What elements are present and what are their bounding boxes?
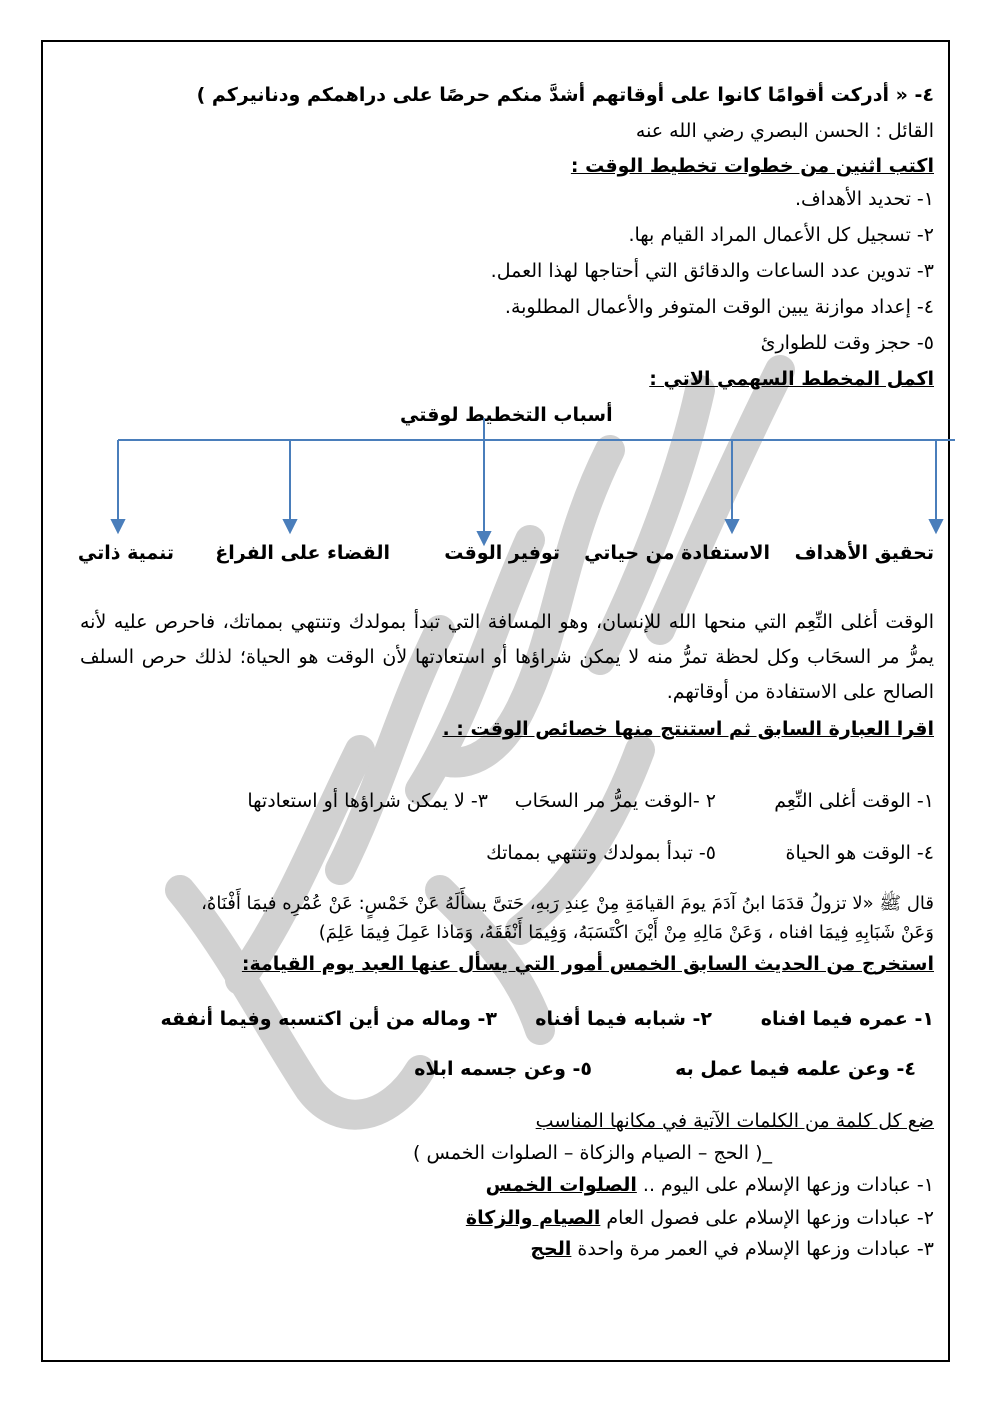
diagram-leaf-self-dev: تنمية ذاتي	[77, 542, 174, 564]
planning-step-2: ٢- تسجيل كل الأعمال المراد القيام بها.	[628, 224, 934, 246]
hadith-answer-2: ٢- شبابه فيما أفناه	[535, 1008, 712, 1030]
diagram-leaf-save-time: توفير الوقت	[444, 542, 560, 564]
diagram-leaf-goals: تحقيق الأهداف	[794, 542, 934, 564]
planning-step-3: ٣- تدوين عدد الساعات والدقائق التي أحتاجها لهذا العمل.	[490, 260, 934, 282]
diagram-leaf-free-time: القضاء على الفراغ	[215, 542, 390, 564]
hadith-answer-1: ١- عمره فيما افناه	[760, 1008, 934, 1030]
passage-answer-3: ٣- لا يمكن شراؤها أو استعادتها	[247, 790, 488, 812]
hadith-answer-5: ٥- وعن جسمه ابلاه	[414, 1058, 592, 1080]
planning-step-4: ٤- إعداد موازنة يبين الوقت المتوفر والأعمال المطلوبة.	[504, 296, 934, 318]
arrow-head-1	[112, 520, 124, 532]
placement-item-3	[530, 1238, 934, 1260]
quote-number: ٤-	[914, 84, 934, 106]
planning-step-1: ١- تحديد الأهداف.	[794, 188, 934, 210]
placement-prompt-1: ١- عبادات وزعها الإسلام على اليوم ..	[642, 1174, 934, 1196]
hadith-line-2: وَعَنْ شَبَابِهِ فِيمَا افناه ، وَعَنْ مَالِهِ مِنْ أَيْنَ اكْتَسَبَهُ، وَفِيمَا أَنْفَقَهُ، وَمَاذا عَمِلَ فِيمَا عَلِمَ)	[318, 922, 934, 943]
placement-prompt-3: ٣- عبادات وزعها الإسلام في العمر مرة واحدة	[577, 1238, 934, 1260]
arrow-diagram	[0, 0, 992, 560]
passage-answer-1: ١- الوقت أغلى النِّعِم	[774, 790, 934, 812]
placement-answer-3: الحج	[530, 1238, 572, 1260]
placement-heading: ضع كل كلمة من الكلمات الآتية في مكانها المناسب	[535, 1110, 934, 1132]
planning-heading: اكتب اثنين من خطوات تخطيط الوقت :	[570, 155, 934, 177]
arrow-head-4	[726, 520, 738, 532]
diagram-leaf-life: الاستفادة من حياتي	[584, 542, 770, 564]
hadith-line-1: قال ﷺ «لا تزولُ قدَمَا ابنُ آدَمَ يومَ القيامَةِ مِنْ عِندِ رَبهِ، حَتىَّ يسأَلَهُ عَنْ خَمْسٍ: عَنْ عُمْرِه فيمَا أَفْنَاهُ،	[201, 893, 934, 914]
passage-answer-4: ٤- الوقت هو الحياة	[785, 842, 934, 864]
passage-answer-2: ٢ -الوقت يمرُّ مر السحَاب	[514, 790, 716, 812]
passage-question: اقرا العبارة السابق ثم استنتج منها خصائص الوقت : .	[442, 718, 934, 740]
hadith-answer-4: ٤- وعن علمه فيما عمل به	[675, 1058, 916, 1080]
diagram-heading: اكمل المخطط السهمي الاتي :	[649, 368, 934, 390]
placement-item-2	[466, 1207, 934, 1229]
arrow-head-5	[930, 520, 942, 532]
placement-answer-2: الصيام والزكاة	[465, 1207, 601, 1229]
quote-text: « أدركت أقوامًا كانوا على أوقاتهم أشدَّ منكم حرصًا على دراهمكم ودنانيركم )	[196, 84, 908, 106]
time-passage: الوقت أغلى النِّعِم التي منحها الله للإنسان، وهو المسافة التي تبدأ بمولدك وتنتهي بمماتك، فاحرص عليه لأنه يمرُّ مر السحَاب وكل لحظة تمرُّ منه لا يمكن شراؤها أو استعادتها لأن الوقت هو الحياة؛ لذلك حرص السلف الصالح على الاستفادة من أوقاتهم.	[80, 611, 934, 703]
diagram-title: أسباب التخطيط لوقتي	[400, 404, 613, 426]
passage-answer-5: ٥- تبدأ بمولدك وتنتهي بمماتك	[486, 842, 716, 864]
planning-step-5: ٥- حجز وقت للطوارئ	[760, 332, 934, 354]
hadith-question: استخرج من الحديث السابق الخمس أمور التي يسأل عنها العبد يوم القيامة:	[241, 953, 934, 975]
placement-prompt-2: ٢- عبادات وزعها الإسلام على فصول العام	[606, 1207, 934, 1229]
hadith-answer-3: ٣- وماله من أين اكتسبه وفيما أنفقه	[160, 1008, 497, 1030]
placement-item-1	[486, 1174, 934, 1196]
arrow-head-2	[284, 520, 296, 532]
placement-answer-1: الصلوات الخمس	[485, 1174, 637, 1196]
word-bank: _( الحج – الصيام والزكاة – الصلوات الخمس )	[413, 1142, 772, 1164]
quote-speaker: القائل : الحسن البصري رضي الله عنه	[635, 120, 934, 142]
